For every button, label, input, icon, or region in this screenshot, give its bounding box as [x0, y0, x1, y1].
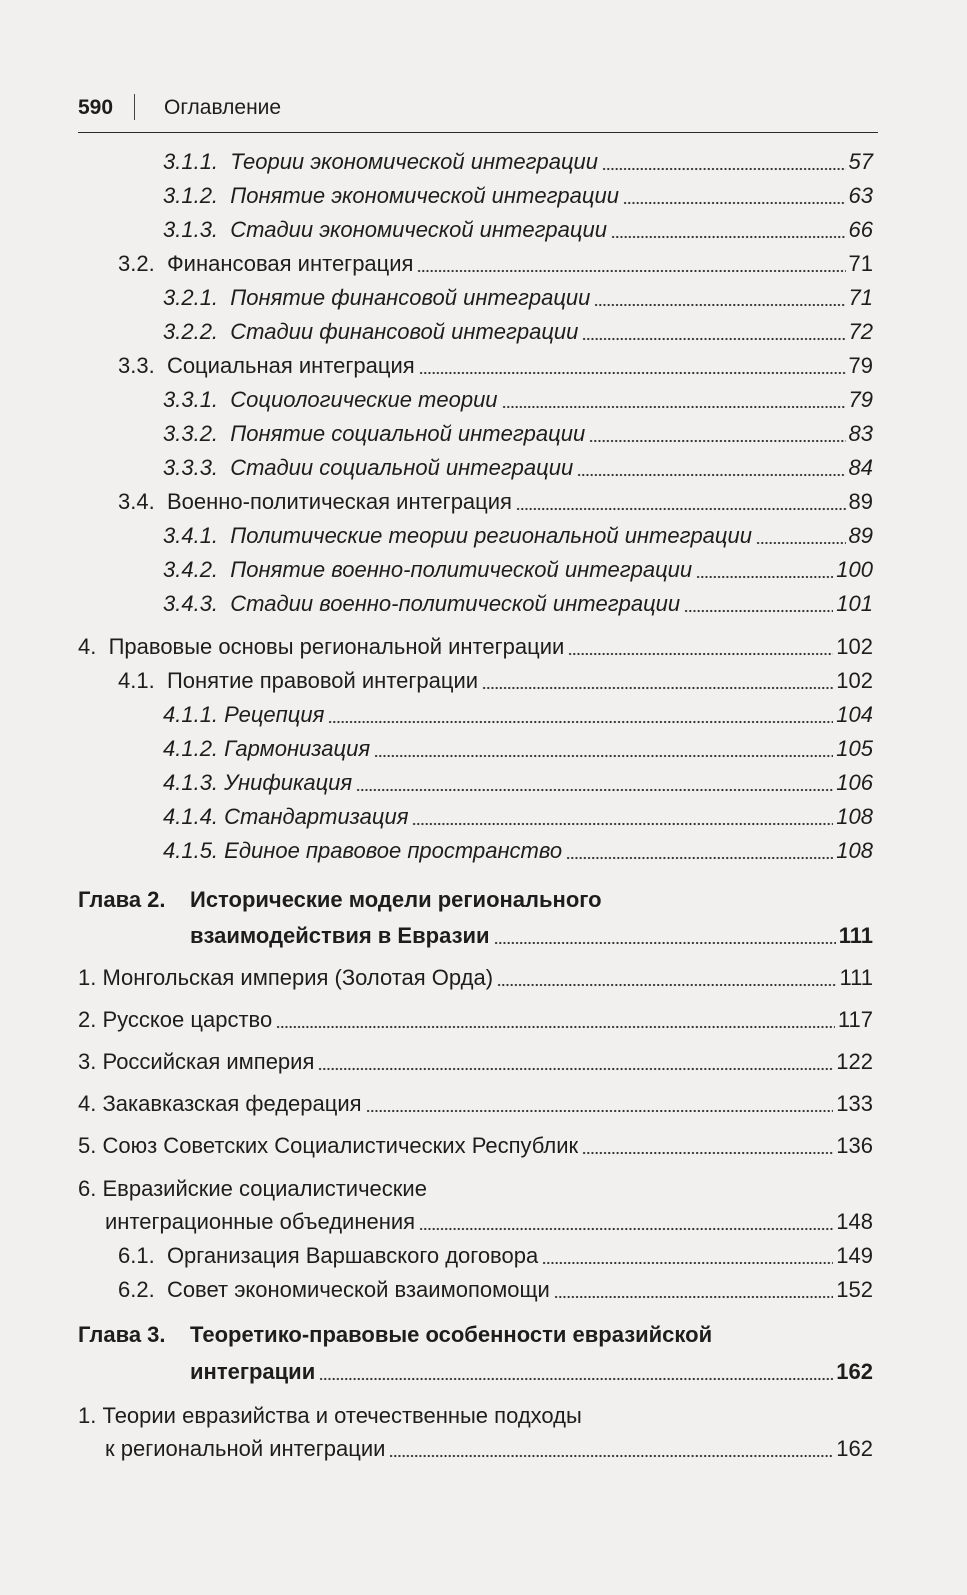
page-ref: 89 [848, 489, 873, 514]
toc-entry[interactable]: 3.2.2. Стадии финансовой интеграции 72 [163, 315, 873, 349]
page-ref: 79 [848, 353, 873, 378]
leader-dots [482, 685, 833, 691]
page-ref: 162 [836, 1359, 873, 1384]
toc-entry[interactable]: 3.3. Социальная интеграция 79 [118, 349, 873, 383]
leader-dots [502, 404, 846, 410]
toc-entry[interactable]: 4.1.2. Гармонизация 105 [163, 732, 873, 766]
toc-entry[interactable]: 3.3.3. Стадии социальной интеграции 84 [163, 451, 873, 485]
toc-entry[interactable]: 3. Российская империя 122 [78, 1045, 873, 1079]
leader-dots [328, 719, 833, 725]
page-ref: 71 [848, 251, 873, 276]
entry-title-line2: интеграционные объединения [105, 1209, 416, 1234]
toc-entry[interactable]: 4. Правовые основы региональной интеграции 102 [78, 630, 873, 664]
toc-entry[interactable]: 3.1.1. Теории экономической интеграции 57 [163, 145, 873, 179]
page-ref: 89 [848, 523, 873, 548]
page-ref: 152 [836, 1277, 873, 1302]
page-ref: 106 [836, 770, 873, 795]
leader-dots [756, 540, 846, 546]
chapter-label: Глава 2. [78, 887, 166, 912]
leader-dots [542, 1260, 833, 1266]
leader-dots [582, 336, 845, 342]
toc-entry[interactable]: 1. Монгольская империя (Золотая Орда) 111 [78, 961, 873, 995]
page-ref: 71 [848, 285, 873, 310]
toc-entry[interactable]: 4.1.1. Рецепция 104 [163, 698, 873, 732]
toc-entry[interactable]: 4.1.3. Унификация 106 [163, 766, 873, 800]
page-header [78, 92, 878, 133]
page-ref: 66 [848, 217, 873, 242]
leader-dots [684, 608, 833, 614]
leader-dots [419, 370, 846, 376]
page-ref: 63 [848, 183, 873, 208]
leader-dots [412, 821, 833, 827]
page-ref: 149 [836, 1243, 873, 1268]
leader-dots [582, 1150, 833, 1156]
toc-entry[interactable]: 4. Закавказская федерация 133 [78, 1087, 873, 1121]
page-ref: 162 [836, 1436, 873, 1461]
page-ref: 148 [836, 1209, 873, 1234]
leader-dots [594, 302, 845, 308]
page-ref: 104 [836, 702, 873, 727]
toc-entry[interactable]: 3.2. Финансовая интеграция 71 [118, 247, 873, 281]
toc-entry[interactable]: 2. Русское царство 117 [78, 1003, 873, 1037]
page-ref: 136 [836, 1133, 873, 1158]
chapter-title-line2: взаимодействия в Евразии [190, 923, 490, 948]
page-ref: 102 [836, 634, 873, 659]
toc-entry[interactable]: 3.4. Военно-политическая интеграция 89 [118, 485, 873, 519]
page-ref: 102 [836, 668, 873, 693]
toc-entry[interactable]: 3.4.2. Понятие военно-политической интеграции 100 [163, 553, 873, 587]
page-ref: 108 [836, 838, 873, 863]
leader-dots [419, 1226, 833, 1232]
leader-dots [516, 506, 846, 512]
leader-dots [417, 268, 845, 274]
leader-dots [611, 234, 846, 240]
leader-dots [566, 855, 833, 861]
page-ref: 101 [836, 591, 873, 616]
toc-entry[interactable]: 4.1.4. Стандартизация 108 [163, 800, 873, 834]
page-ref: 83 [848, 421, 873, 446]
toc-entry[interactable]: 4.1. Понятие правовой интеграции 102 [118, 664, 873, 698]
leader-dots [494, 940, 836, 946]
page-ref: 122 [836, 1049, 873, 1074]
leader-dots [554, 1294, 833, 1300]
page-ref: 117 [837, 1007, 873, 1032]
leader-dots [389, 1453, 833, 1459]
page-ref: 79 [848, 387, 873, 412]
leader-dots [356, 787, 833, 793]
leader-dots [568, 651, 833, 657]
page-ref: 72 [848, 319, 873, 344]
leader-dots [696, 574, 833, 580]
header-title: Оглавление [164, 96, 282, 119]
toc-entry[interactable]: 3.4.1. Политические теории региональной интеграции 89 [163, 519, 873, 553]
page-ref: 133 [836, 1091, 873, 1116]
chapter-title-line1: Теоретико-правовые особенности евразийской [190, 1322, 713, 1347]
page-ref: 108 [836, 804, 873, 829]
entry-title-line2: к региональной интеграции [105, 1436, 386, 1461]
leader-dots [366, 1108, 834, 1114]
leader-dots [577, 472, 845, 478]
leader-dots [623, 200, 846, 206]
leader-dots [374, 753, 833, 759]
book-page: 590 Оглавление 3.1.1. Теории экономической интеграции 57 3.1.2. Понятие экономической интеграции 63 3.1.3. Стадии экономической интеграции 66 3.2. Финансовая интеграция 71 3.2.1. Понятие финансовой интеграции 71 3.2.2. Стадии финансовой интеграции 72 3.3. Социальная интеграция 79 3.3.1. Социологические теории 79 3.3.2. Понятие социальной интеграции 83 3.3.3. Стадии социальной интеграции 84 3.4. Военно-политическая интеграция 89 3.4.1. Политические теории региональной интеграции 89 3.4.2. Понятие военно-политической интеграции 100 3.4.3. Стадии военно-политической интеграции 101 4. Правовые основы региональной интеграции 102 4.1. Понятие правовой интеграции 102 4.1.1. Рецепция 104 4.1.2. Гармонизация 105 4.1.3. Унификация 106 4.1.4. Стандартизация 108 4.1.5. Единое правовое пространство 108 Глава 2. Исторические модели регионального взаимодействия в Евразии 111 1. Монгольская империя (Золотая Орда) 111 2. Русское царство 117 3. Российская империя 122 4. Закавказская федерация 133 5. Союз Советских Социалистических Республик 136 6. Евразийские социалистические интеграционные объединения 148 6.1. Организация Варшавского договора 149 6.2. Совет экономической взаимопомощи 152 Глава 3. Теоретико-правовые особенности евразийской интеграции 162 1. Теории евразийства и отечественные подходы к региональной интеграции 162 [0, 0, 967, 1595]
leader-dots [497, 982, 836, 988]
page-ref: 57 [848, 149, 873, 174]
page-number: 590 [78, 96, 114, 119]
leader-dots [276, 1024, 835, 1030]
toc-entry[interactable]: 6.1. Организация Варшавского договора 149 [118, 1239, 873, 1273]
page-ref: 84 [848, 455, 873, 480]
leader-dots [602, 166, 846, 172]
toc-entry[interactable]: 3.2.1. Понятие финансовой интеграции 71 [163, 281, 873, 315]
entry-title-line1: Евразийские социалистические [102, 1176, 427, 1201]
toc-entry[interactable]: 4.1.5. Единое правовое пространство 108 [163, 834, 873, 868]
header-divider [134, 94, 135, 120]
entry-title-line1: Теории евразийства и отечественные подходы [102, 1403, 582, 1428]
toc-entry[interactable]: 5. Союз Советских Социалистических Республик 136 [78, 1129, 873, 1163]
page-ref: 105 [836, 736, 873, 761]
page-ref: 100 [836, 557, 873, 582]
toc-entry[interactable]: 3.1.3. Стадии экономической интеграции 66 [163, 213, 873, 247]
page-ref: 111 [838, 923, 873, 948]
chapter-label: Глава 3. [78, 1322, 166, 1347]
leader-dots [319, 1376, 833, 1382]
leader-dots [589, 438, 845, 444]
chapter-title-line1: Исторические модели регионального [190, 887, 602, 912]
toc-entry[interactable]: 3.1.2. Понятие экономической интеграции 63 [163, 179, 873, 213]
page-ref: 111 [839, 965, 873, 990]
chapter-title-line2: интеграции [190, 1359, 316, 1384]
toc-entry[interactable]: 3.3.2. Понятие социальной интеграции 83 [163, 417, 873, 451]
toc-entry[interactable]: 3.4.3. Стадии военно-политической интеграции 101 [163, 587, 873, 621]
toc-entry[interactable]: 6.2. Совет экономической взаимопомощи 152 [118, 1273, 873, 1307]
leader-dots [318, 1066, 833, 1072]
toc-entry[interactable]: 3.3.1. Социологические теории 79 [163, 383, 873, 417]
